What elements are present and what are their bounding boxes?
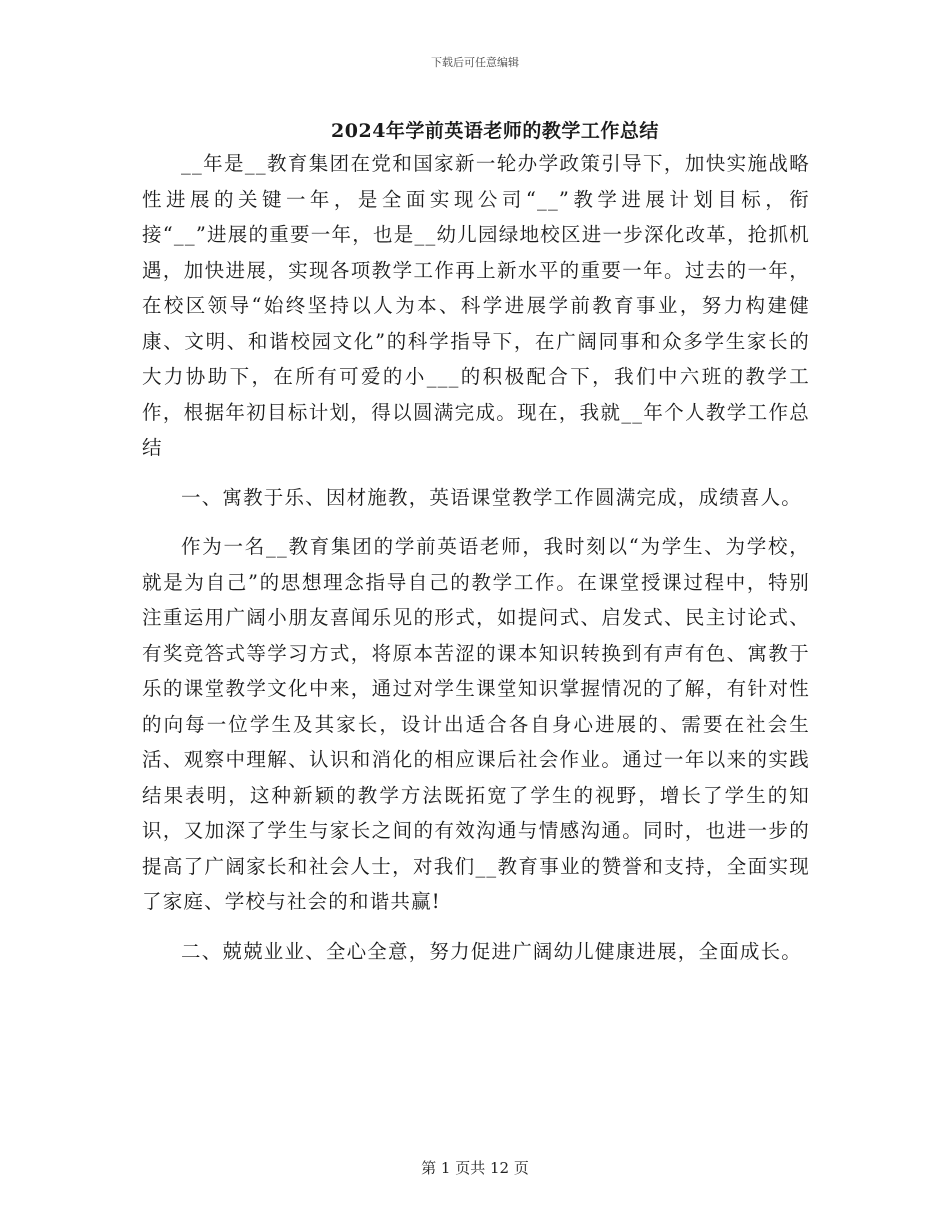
document-title: 2024年学前英语老师的教学工作总结 xyxy=(331,120,659,142)
page-number: 第 1 页共 12 页 xyxy=(421,1159,529,1177)
document-body xyxy=(142,146,810,969)
section-heading-1: 一、寓教于乐、因材施教，英语课堂教学工作圆满完成，成绩喜人。 xyxy=(181,485,803,509)
section-heading-2: 二、兢兢业业、全心全意，努力促进广阔幼儿健康进展，全面成长。 xyxy=(181,939,803,963)
download-note: 下载后可任意编辑 xyxy=(431,56,519,69)
paragraph-teaching: 作为一名__教育集团的学前英语老师，我时刻以“为学生、为学校，就是为自己”的思想理念指导自己的教学工作。在课堂授课过程中，特别注重运用广阔小朋友喜闻乐见的形式，如提问式、启发式、民主讨论式、有奖竞答式等学习方式，将原本苦涩的课本知识转换到有声有色、寓教于乐的课堂教学文化中来，通过对学生课堂知识掌握情况的了解，有针对性的向每一位学生及其家长，设计出适合各自身心进展的、需要在社会生活、观察中理解、认识和消化的相应课后社会作业。通过一年以来的实践结果表明，这种新颖的教学方法既拓宽了学生的视野，增长了学生的知识，又加深了学生与家长之间的有效沟通与情感沟通。同时，也进一步的提高了广阔家长和社会人士，对我们__教育事业的赞誉和支持，全面实现了家庭、学校与社会的和谐共赢! xyxy=(142,535,810,913)
paragraph-intro: __年是__教育集团在党和国家新一轮办学政策引导下，加快实施战略性进展的关键一年，是全面实现公司“__”教学进展计划目标，衔接“__”进展的重要一年，也是__幼儿园绿地校区进一步深化改革，抢抓机遇，加快进展，实现各项教学工作再上新水平的重要一年。过去的一年，在校区领导“始终坚持以人为本、科学进展学前教育事业，努力构建健康、文明、和谐校园文化”的科学指导下，在广阔同事和众多学生家长的大力协助下，在所有可爱的小___的积极配合下，我们中六班的教学工作，根据年初目标计划，得以圆满完成。现在，我就__年个人教学工作总结 xyxy=(142,152,810,459)
